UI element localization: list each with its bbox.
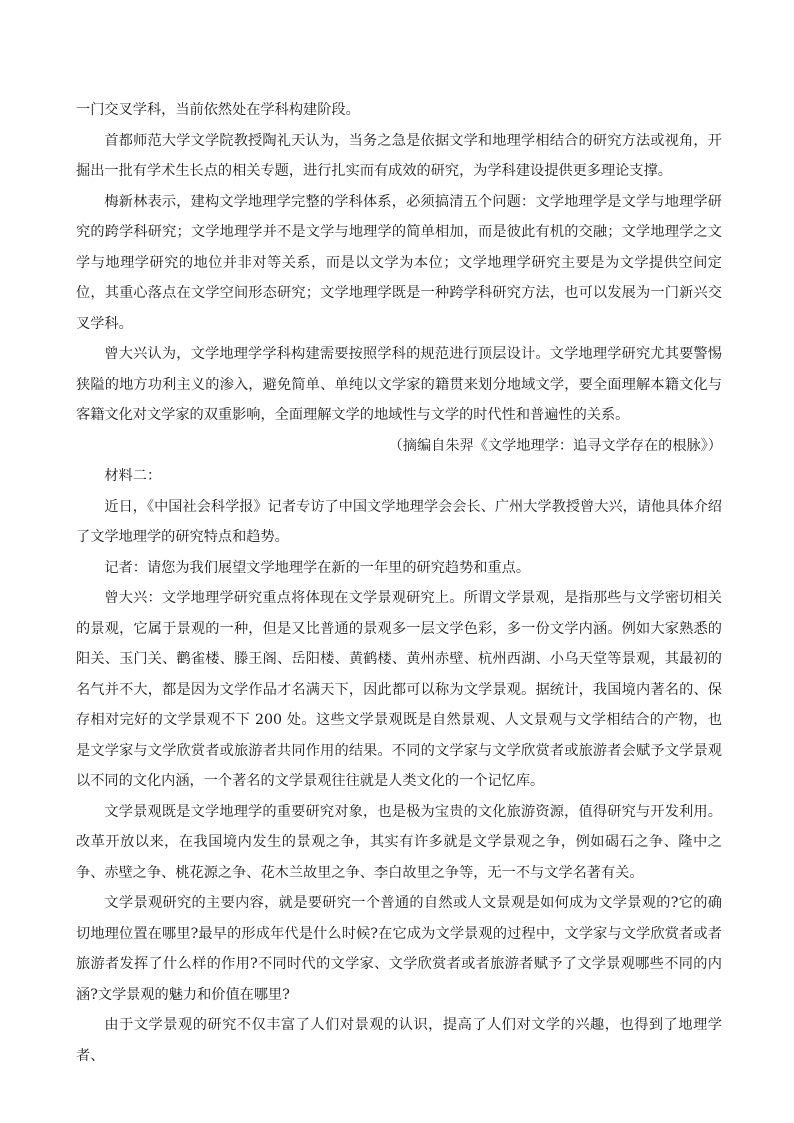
material-two-heading: 材料二： bbox=[104, 468, 162, 484]
paragraph-research-content: 文学景观研究的主要内容，就是要研究一个普通的自然或人文景观是如何成为文学景观的?它的确切地理位置在哪里?最早的形成年代是什么时候?在它成为文学景观的过程中，文学家与文学欣赏者或者旅游者发挥了什么样的作用?不同时代的文学家、文学欣赏者或者旅游者赋予了文学景观哪些不同的内涵?文学景观的魅力和价值在哪里? bbox=[76, 895, 722, 1003]
paragraph-mei-xinlin: 梅新林表示，建构文学地理学完整的学科体系，必须搞清五个问题：文学地理学是文学与地理学研究的跨学科研究；文学地理学并不是文学与地理学的简单相加，而是彼此有机的交融；文学地理学之文学与地理学研究的地位并非对等关系，而是以文学为本位；文学地理学研究主要是为文学提供空间定位，其重心落点在文学空间形态研究；文学地理学既是一种跨学科研究方法，也可以发展为一门新兴交叉学科。 bbox=[76, 193, 722, 332]
source-citation: （摘编自朱羿《文学地理学：追寻文学存在的根脉》） bbox=[388, 437, 722, 454]
paragraph-reporter-question: 记者：请您为我们展望文学地理学在新的一年里的研究趋势和重点。 bbox=[104, 559, 531, 576]
paragraph-zeng-answer: 曾大兴：文学地理学研究重点将体现在文学景观研究上。所谓文学景观，是指那些与文学密切相关的景观，它属于景观的一种，但是又比普通的景观多一层文学色彩，多一份文学内涵。例如大家熟悉的阳关、玉门关、鹳雀楼、滕王阁、岳阳楼、黄鹤楼、黄州赤壁、杭州西湖、小乌天堂等景观，其最初的名气并不大，都是因为文学作品才名满天下，因此都可以称为文学景观。据统计，我国境内著名的、保存相对完好的文学景观不下 200 处。这些文学景观既是自然景观、人文景观与文学相结合的产物，也是文学家与文学欣赏者或旅游者共同作用的结果。不同的文学家与文学欣赏者或旅游者会赋予文学景观以不同的文化内涵，一个著名的文学景观往往就是人类文化的一个记忆库。 bbox=[76, 590, 722, 789]
paragraph-tao-litian: 首都师范大学文学院教授陶礼天认为，当务之急是依据文学和地理学相结合的研究方法或视角，开掘出一批有学术生长点的相关专题，进行扎实而有成效的研究，为学科建设提供更多理论支撑。 bbox=[76, 132, 722, 179]
paragraph-continuation: 一门交叉学科，当前依然处在学科构建阶段。 bbox=[76, 102, 360, 118]
document-body bbox=[76, 95, 722, 1071]
paragraph-zeng-daxing-view: 曾大兴认为，文学地理学学科构建需要按照学科的规范进行顶层设计。文学地理学研究尤其要警惕狭隘的地方功利主义的渗入，避免简单、单纯以文学家的籍贯来划分地域文学，要全面理解本籍文化与客籍文化对文学家的双重影响，全面理解文学的地域性与文学的时代性和普遍性的关系。 bbox=[76, 346, 722, 423]
paragraph-landscape-resource: 文学景观既是文学地理学的重要研究对象，也是极为宝贵的文化旅游资源，值得研究与开发利用。改革开放以来，在我国境内发生的景观之争，其实有许多就是文学景观之争，例如碣石之争、隆中之争、赤壁之争、桃花源之争、花木兰故里之争、李白故里之争等，无一不与文学名著有关。 bbox=[76, 803, 722, 881]
paragraph-interview-intro: 近日，《中国社会科学报》记者专访了中国文学地理学会会长、广州大学教授曾大兴，请他具体介绍了文学地理学的研究特点和趋势。 bbox=[76, 498, 722, 545]
paragraph-research-significance: 由于文学景观的研究不仅丰富了人们对景观的认识，提高了人们对文学的兴趣，也得到了地理学者、 bbox=[76, 1017, 722, 1064]
